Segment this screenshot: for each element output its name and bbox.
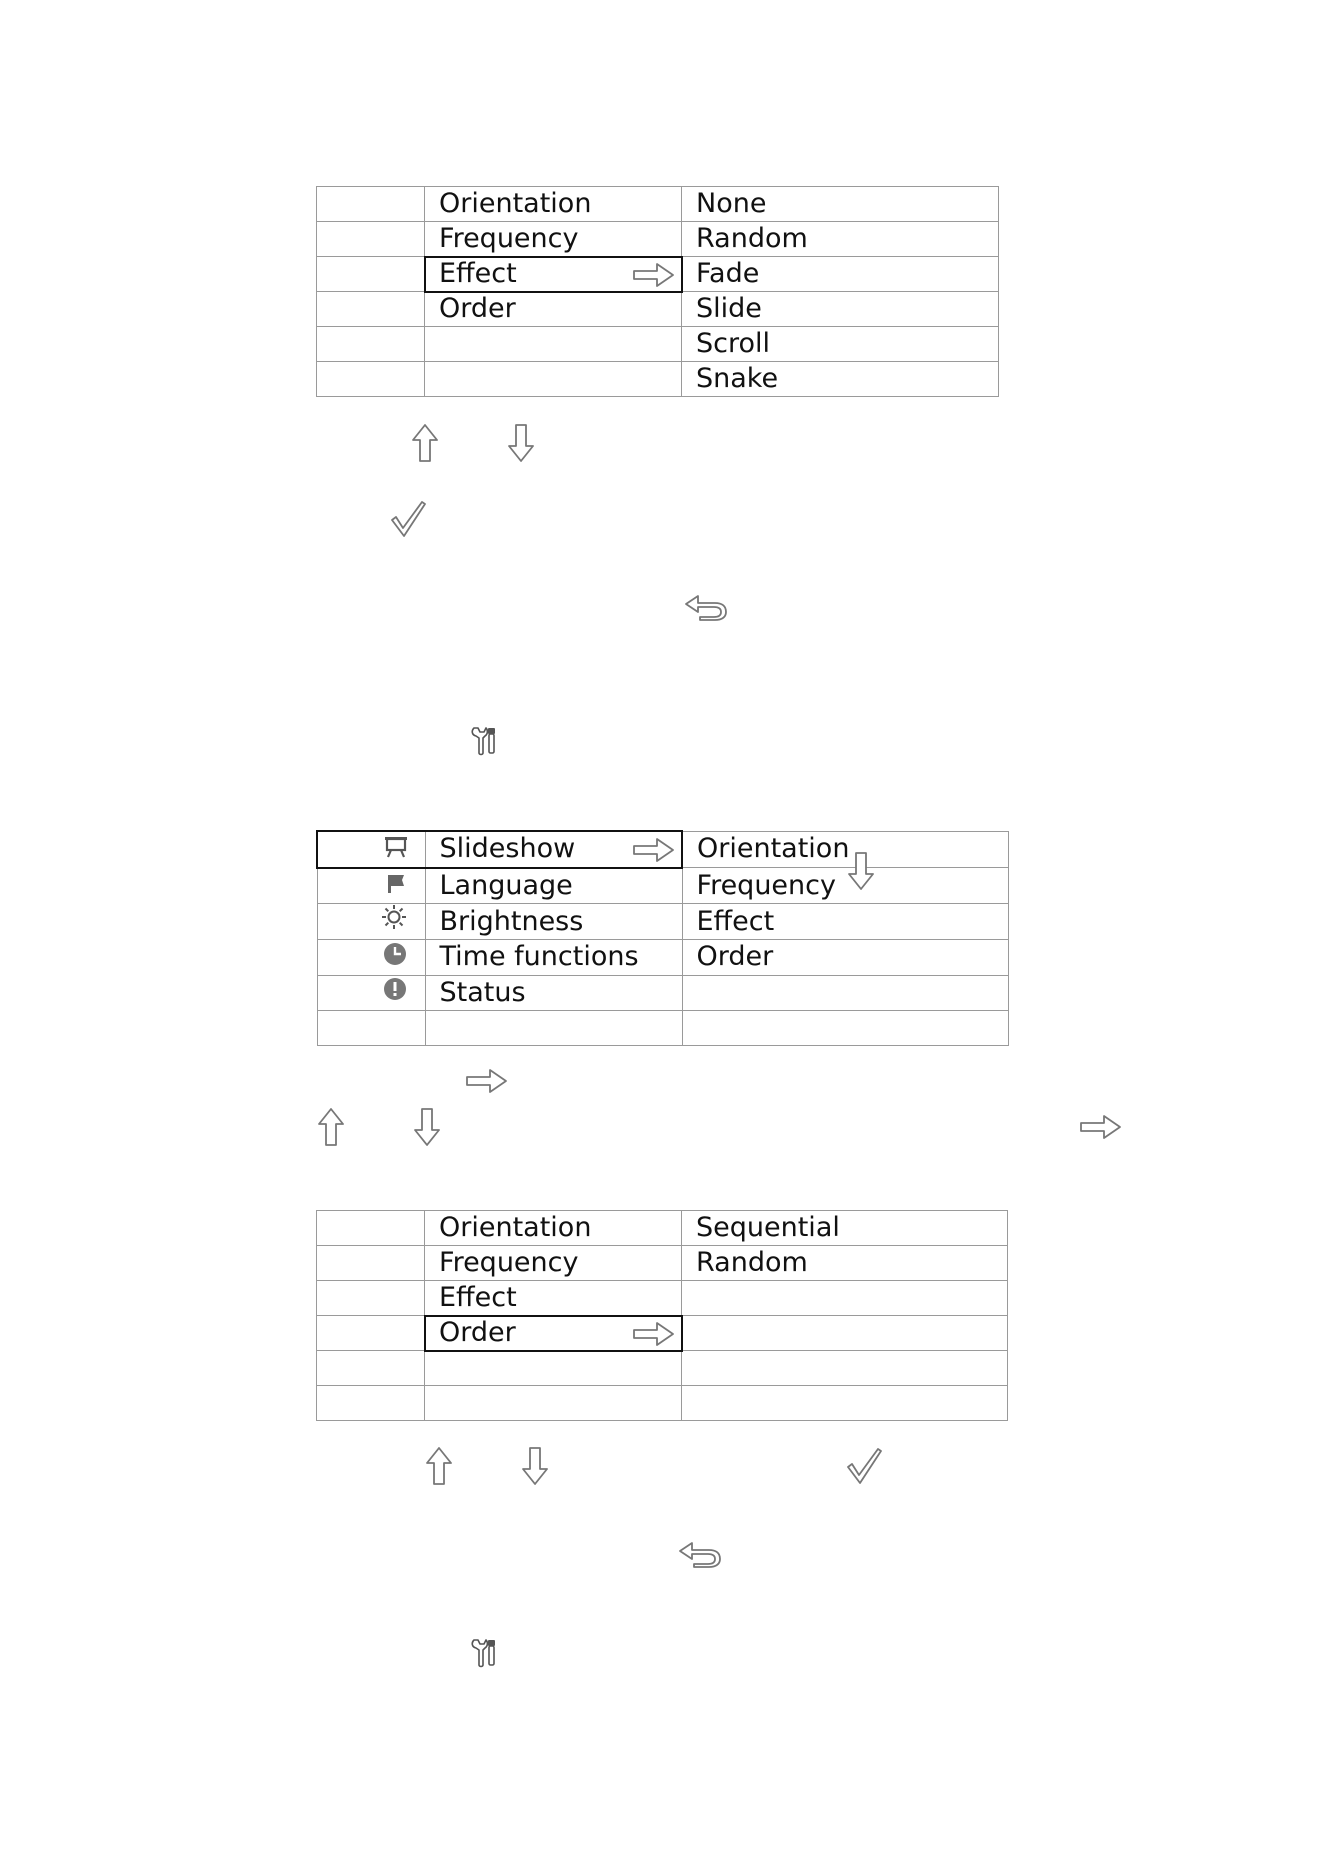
menu-item-label[interactable]: Frequency bbox=[425, 1246, 682, 1281]
up-arrow-icon bbox=[318, 1108, 344, 1146]
option-label[interactable] bbox=[682, 1316, 1008, 1351]
slideshow-icon bbox=[385, 833, 407, 867]
submenu-label[interactable]: Effect bbox=[682, 904, 1008, 940]
up-arrow-icon bbox=[426, 1447, 452, 1485]
menu-item-label[interactable]: Effect bbox=[425, 1281, 682, 1316]
table-row[interactable] bbox=[317, 1386, 1008, 1421]
submenu-label[interactable]: Frequency bbox=[682, 868, 1008, 904]
table-row-selected[interactable] bbox=[317, 831, 1008, 868]
option-label[interactable] bbox=[682, 1386, 1008, 1421]
table-row[interactable] bbox=[317, 1351, 1008, 1386]
checkmark-icon bbox=[390, 500, 426, 538]
table-row[interactable] bbox=[317, 292, 999, 327]
option-label[interactable]: Scroll bbox=[682, 327, 999, 362]
table-row[interactable] bbox=[317, 327, 999, 362]
option-label[interactable]: Random bbox=[682, 222, 999, 257]
option-label[interactable]: Sequential bbox=[682, 1211, 1008, 1246]
clock-icon bbox=[383, 941, 407, 975]
table-row[interactable] bbox=[317, 1211, 1008, 1246]
table-row[interactable] bbox=[317, 1011, 1008, 1046]
table-row[interactable] bbox=[317, 975, 1008, 1011]
icon-cell bbox=[317, 831, 425, 868]
menu-item-label-selected[interactable]: Effect bbox=[425, 257, 682, 292]
info-icon bbox=[383, 976, 407, 1010]
menu-item-label[interactable]: Order bbox=[425, 292, 682, 327]
submenu-label[interactable] bbox=[682, 1011, 1008, 1046]
table-row[interactable] bbox=[317, 1281, 1008, 1316]
table-row[interactable] bbox=[317, 257, 999, 292]
right-arrow-icon bbox=[633, 262, 675, 288]
back-icon bbox=[684, 593, 728, 621]
submenu-label[interactable] bbox=[682, 975, 1008, 1011]
menu-item-label[interactable] bbox=[425, 1351, 682, 1386]
submenu-label[interactable]: Order bbox=[682, 940, 1008, 976]
table-row[interactable] bbox=[317, 868, 1008, 904]
right-arrow-icon bbox=[466, 1068, 508, 1094]
option-label[interactable]: Snake bbox=[682, 362, 999, 397]
option-label[interactable]: Fade bbox=[682, 257, 999, 292]
down-arrow-icon bbox=[848, 852, 874, 890]
option-label[interactable] bbox=[682, 1281, 1008, 1316]
icon-cell bbox=[317, 187, 425, 222]
tools-icon bbox=[470, 726, 500, 756]
option-label[interactable]: None bbox=[682, 187, 999, 222]
menu-item-label[interactable]: Orientation bbox=[425, 1211, 682, 1246]
menu-item-label[interactable]: Language bbox=[425, 868, 682, 904]
table-row[interactable] bbox=[317, 1316, 1008, 1351]
menu-item-label-selected[interactable]: Order bbox=[425, 1316, 682, 1351]
table-row[interactable] bbox=[317, 1246, 1008, 1281]
option-label[interactable]: Random bbox=[682, 1246, 1008, 1281]
menu-item-label[interactable] bbox=[425, 327, 682, 362]
menu-item-label[interactable]: Orientation bbox=[425, 187, 682, 222]
right-arrow-icon bbox=[633, 1321, 675, 1347]
right-arrow-icon bbox=[1080, 1114, 1122, 1140]
right-arrow-icon bbox=[633, 837, 675, 863]
tools-icon bbox=[470, 1638, 500, 1668]
checkmark-icon bbox=[846, 1447, 882, 1485]
menu-item-label[interactable]: Time functions bbox=[425, 940, 682, 976]
menu-item-label[interactable]: Brightness bbox=[425, 904, 682, 940]
menu-table-slideshow-order bbox=[316, 1210, 1008, 1421]
sun-icon bbox=[381, 904, 407, 939]
menu-table-slideshow-effect bbox=[316, 186, 999, 397]
menu-item-label[interactable] bbox=[425, 362, 682, 397]
menu-item-label-selected[interactable]: Slideshow bbox=[425, 831, 682, 868]
table-row[interactable] bbox=[317, 362, 999, 397]
up-arrow-icon bbox=[412, 424, 438, 462]
menu-item-label[interactable]: Status bbox=[425, 975, 682, 1011]
table-row[interactable] bbox=[317, 904, 1008, 940]
submenu-label[interactable]: Orientation bbox=[682, 831, 1008, 868]
table-row[interactable] bbox=[317, 187, 999, 222]
down-arrow-icon bbox=[508, 424, 534, 462]
table-row[interactable] bbox=[317, 222, 999, 257]
back-icon bbox=[678, 1540, 722, 1568]
option-label[interactable] bbox=[682, 1351, 1008, 1386]
down-arrow-icon bbox=[414, 1108, 440, 1146]
menu-table-settings bbox=[316, 830, 1009, 1046]
menu-item-label[interactable] bbox=[425, 1386, 682, 1421]
flag-icon bbox=[385, 869, 407, 903]
down-arrow-icon bbox=[522, 1447, 548, 1485]
menu-item-label[interactable]: Frequency bbox=[425, 222, 682, 257]
table-row[interactable] bbox=[317, 940, 1008, 976]
option-label[interactable]: Slide bbox=[682, 292, 999, 327]
menu-item-label[interactable] bbox=[425, 1011, 682, 1046]
